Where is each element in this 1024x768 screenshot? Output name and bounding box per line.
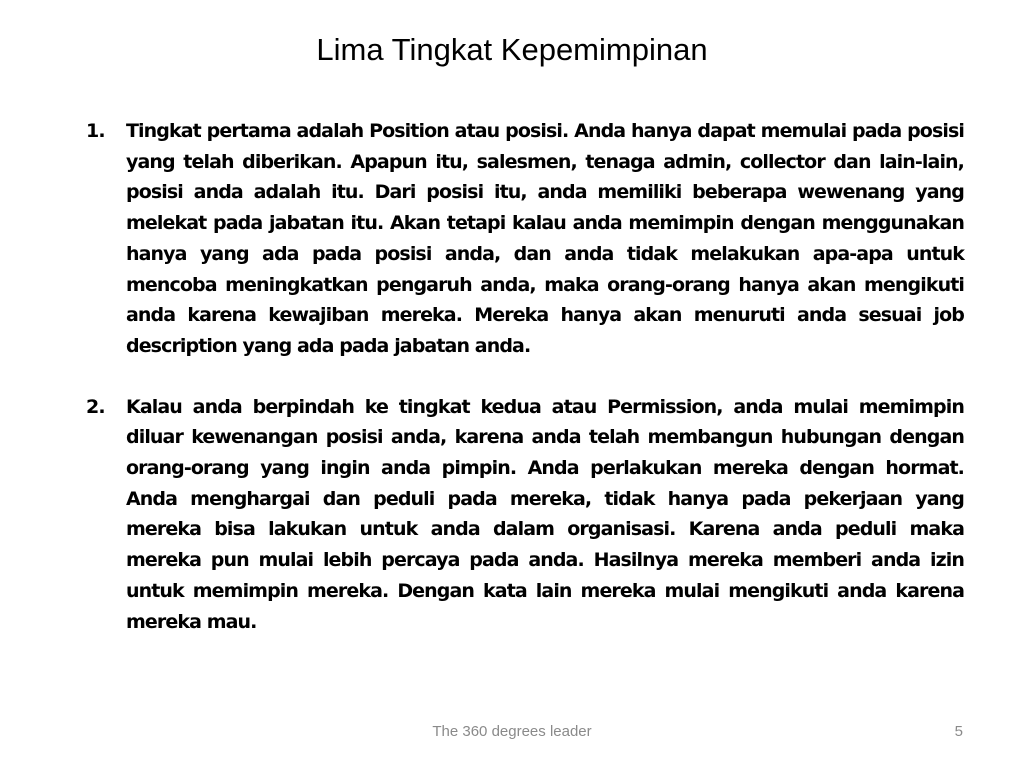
list-item	[86, 392, 964, 638]
list-item-number: 2.	[86, 395, 105, 418]
slide-content	[86, 116, 964, 637]
list-item-number: 1.	[86, 120, 105, 142]
list-item	[86, 116, 964, 362]
list-item-text: Tingkat pertama adalah Position atau posisi. Anda hanya dapat memulai pada posisi yang telah diberikan. Apapun itu, salesmen, tenaga admin, collector dan lain-lain, posisi anda adalah itu. Dari posisi itu, anda memiliki beberapa wewenang yang melekat pada jabatan itu. Akan tetapi kalau anda memimpin dengan menggunakan hanya yang ada pada posisi anda, dan anda tidak melakukan apa-apa untuk mencoba meningkatkan pengaruh anda, maka orang-orang hanya akan mengikuti anda karena kewajiban mereka. Mereka hanya akan menuruti anda sesuai job description yang ada pada jabatan anda.	[126, 120, 964, 357]
slide-title: Lima Tingkat Kepemimpinan	[316, 32, 708, 67]
page-number: 5	[954, 723, 963, 740]
footer-text: The 360 degrees leader	[432, 723, 592, 740]
list-item-text: Kalau anda berpindah ke tingkat kedua atau Permission, anda mulai memimpin diluar kewenangan posisi anda, karena anda telah membangun hubungan dengan orang-orang yang ingin anda pimpin. Anda perlakukan mereka dengan hormat. Anda menghargai dan peduli pada mereka, tidak hanya pada pekerjaan yang mereka bisa lakukan untuk anda dalam organisasi. Karena anda peduli maka mereka pun mulai lebih percaya pada anda. Hasilnya mereka memberi anda izin untuk memimpin mereka. Dengan kata lain mereka mulai mengikuti anda karena mereka mau.	[126, 395, 964, 633]
